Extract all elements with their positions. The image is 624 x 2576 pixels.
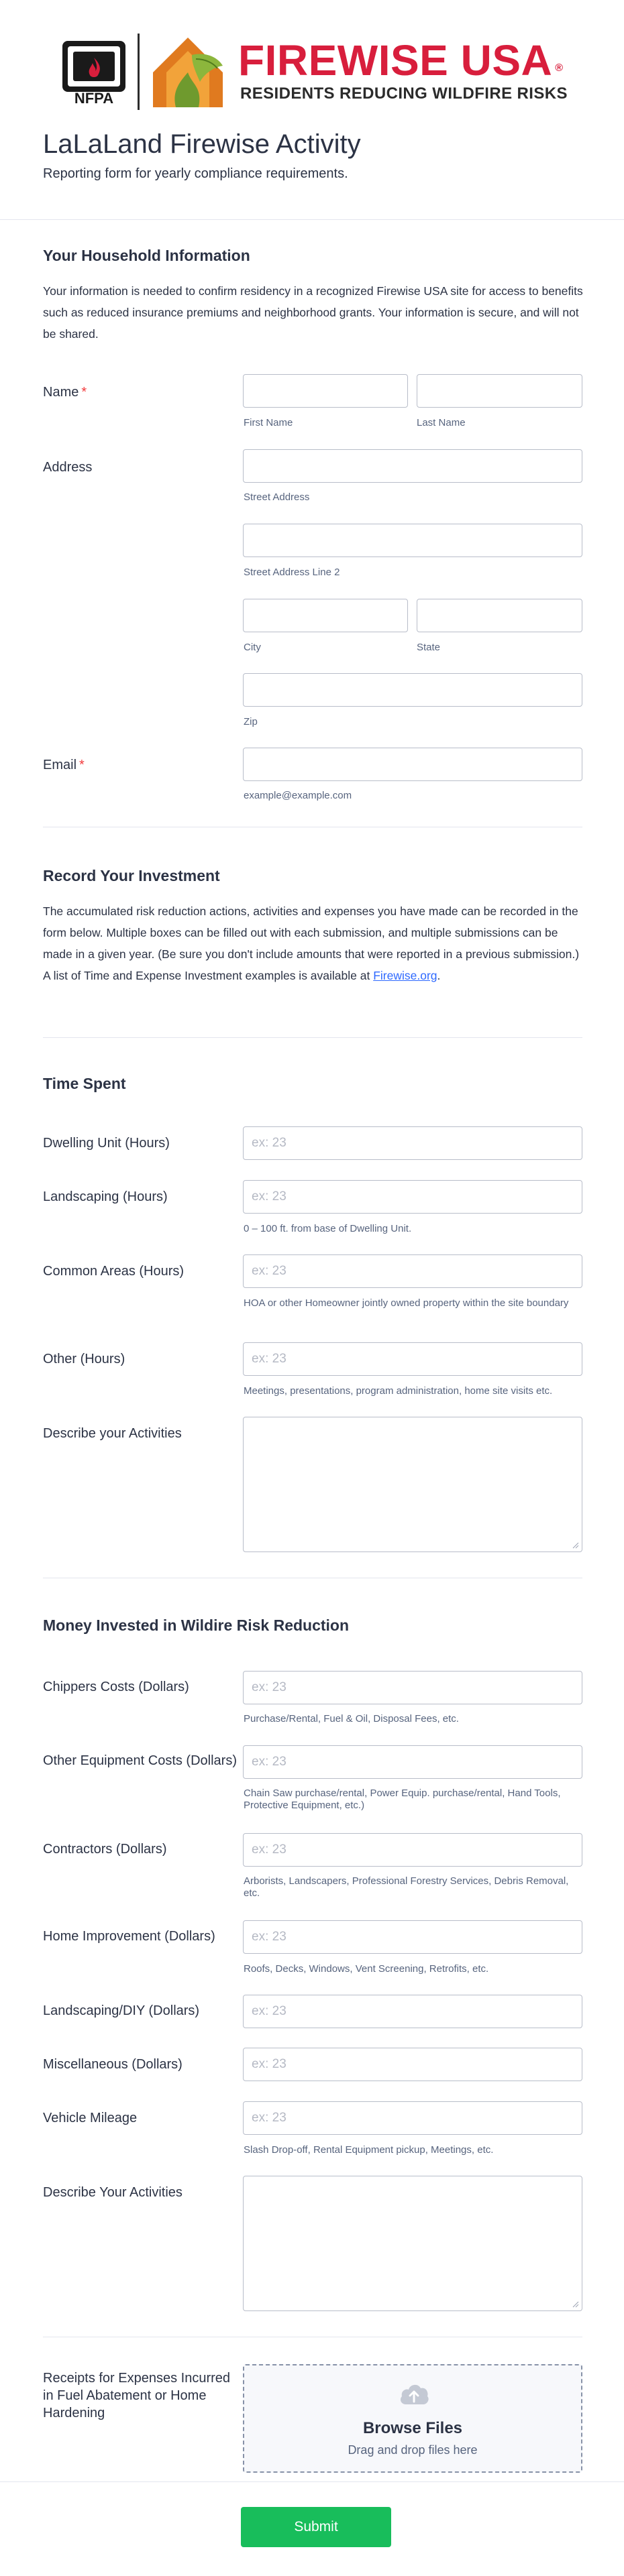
other-equipment-costs-label: Other Equipment Costs (Dollars) — [43, 1753, 237, 1768]
svg-text:NFPA: NFPA — [74, 90, 114, 106]
required-mark: * — [79, 758, 85, 772]
nfpa-logo-icon — [60, 39, 127, 106]
landscaping-hours-input[interactable]: ex: 23 — [243, 1180, 582, 1214]
dwelling-hours-input[interactable]: ex: 23 — [243, 1126, 582, 1160]
investment-paragraph: The accumulated risk reduction actions, activities and expenses you have made can be recorded in the form below. Multiple boxes can be filled out with each submission, and multiple submissions can be made in a given year. (Be sure you don't include amounts that were reported in a previous submission.) A list of Time and Expense Investment examples is available at Firewise.org. — [43, 904, 580, 982]
chippers-costs-input[interactable]: ex: 23 — [243, 1671, 582, 1704]
required-mark: * — [81, 385, 87, 400]
common-areas-hours-input[interactable]: ex: 23 — [243, 1254, 582, 1288]
first-name-sublabel: First Name — [244, 417, 293, 428]
other-hours-help: Meetings, presentations, program administration, home site visits etc. — [244, 1385, 553, 1397]
describe-activities-textarea[interactable] — [243, 1417, 582, 1552]
common-areas-hours-label: Common Areas (Hours) — [43, 1264, 185, 1279]
street-address-2-input[interactable] — [243, 524, 582, 557]
email-sublabel: example@example.com — [244, 790, 352, 801]
house-emblem-icon — [149, 32, 229, 111]
submit-button[interactable]: Submit — [241, 2507, 391, 2547]
household-heading: Your Household Information — [43, 247, 250, 264]
home-improvement-input[interactable]: ex: 23 — [243, 1920, 582, 1954]
city-sublabel: City — [244, 642, 261, 653]
vehicle-mileage-label: Vehicle Mileage — [43, 2111, 138, 2125]
name-label: Name * — [43, 385, 87, 400]
landscaping-hours-label: Landscaping (Hours) — [43, 1189, 168, 1204]
zip-sublabel: Zip — [244, 716, 258, 727]
landscaping-diy-label: Landscaping/DIY (Dollars) — [43, 2003, 200, 2018]
other-hours-input[interactable]: ex: 23 — [243, 1342, 582, 1376]
email-label: Email * — [43, 758, 85, 772]
contractors-label: Contractors (Dollars) — [43, 1842, 167, 1857]
household-paragraph: Your information is needed to confirm residency in a recognized Firewise USA site for access to benefits such as reduced insurance premiums and neighborhood grants. Your information is secure, and will not be shared. — [43, 284, 583, 341]
logo-divider — [138, 34, 140, 110]
section-divider — [43, 1037, 582, 1038]
vehicle-mileage-help: Slash Drop-off, Rental Equipment pickup, Meetings, etc. — [244, 2144, 494, 2156]
other-hours-label: Other (Hours) — [43, 1352, 125, 1366]
describe-your-activities-label: Describe Your Activities — [43, 2185, 183, 2200]
miscellaneous-input[interactable]: ex: 23 — [243, 2048, 582, 2081]
money-heading: Money Invested in Wildire Risk Reduction — [43, 1617, 350, 1634]
firewise-link[interactable]: Firewise.org — [373, 969, 437, 982]
drag-drop-hint: Drag and drop files here — [348, 2443, 478, 2457]
first-name-input[interactable] — [243, 374, 408, 408]
contractors-input[interactable]: ex: 23 — [243, 1833, 582, 1867]
home-improvement-help: Roofs, Decks, Windows, Vent Screening, Retrofits, etc. — [244, 1963, 489, 1975]
dwelling-hours-label: Dwelling Unit (Hours) — [43, 1136, 170, 1151]
contractors-help: Arborists, Landscapers, Professional Forestry Services, Debris Removal, etc. — [244, 1875, 569, 1899]
other-equipment-costs-input[interactable]: ex: 23 — [243, 1745, 582, 1779]
page-subtitle: Reporting form for yearly compliance requirements. — [43, 166, 348, 181]
state-input[interactable] — [417, 599, 582, 632]
page-title: LaLaLand Firewise Activity — [43, 129, 361, 159]
footer-divider — [0, 2481, 624, 2482]
cloud-upload-icon — [398, 2380, 430, 2407]
describe-your-activities-textarea[interactable] — [243, 2176, 582, 2311]
address-label: Address — [43, 460, 93, 475]
investment-heading: Record Your Investment — [43, 867, 220, 884]
miscellaneous-label: Miscellaneous (Dollars) — [43, 2057, 183, 2072]
vehicle-mileage-input[interactable]: ex: 23 — [243, 2101, 582, 2135]
brand-name: FIREWISE USA ® — [238, 36, 564, 84]
chippers-costs-help: Purchase/Rental, Fuel & Oil, Disposal Fees, etc. — [244, 1713, 459, 1724]
state-sublabel: State — [417, 642, 441, 653]
street-address-input[interactable] — [243, 449, 582, 483]
street-address-sublabel: Street Address — [244, 491, 310, 503]
home-improvement-label: Home Improvement (Dollars) — [43, 1929, 215, 1944]
describe-activities-label: Describe your Activities — [43, 1426, 182, 1441]
brand-tagline: RESIDENTS REDUCING WILDFIRE RISKS — [240, 84, 568, 103]
city-input[interactable] — [243, 599, 408, 632]
street-address-2-sublabel: Street Address Line 2 — [244, 567, 340, 578]
landscaping-hours-help: 0 – 100 ft. from base of Dwelling Unit. — [244, 1223, 412, 1234]
receipts-label: Receipts for Expenses Incurred in Fuel Abatement or Home Hardening — [43, 2371, 231, 2420]
time-spent-heading: Time Spent — [43, 1075, 126, 1092]
header-divider — [0, 219, 624, 220]
firewise-logo — [60, 32, 570, 111]
resize-grip-icon[interactable] — [572, 2301, 579, 2308]
browse-files-button[interactable]: Browse Files — [362, 2419, 463, 2437]
last-name-sublabel: Last Name — [417, 417, 466, 428]
chippers-costs-label: Chippers Costs (Dollars) — [43, 1680, 189, 1694]
resize-grip-icon[interactable] — [572, 1542, 579, 1549]
email-input[interactable] — [243, 748, 582, 781]
zip-input[interactable] — [243, 673, 582, 707]
common-areas-hours-help: HOA or other Homeowner jointly owned property within the site boundary — [244, 1297, 569, 1309]
last-name-input[interactable] — [417, 374, 582, 408]
file-upload-dropzone[interactable] — [243, 2364, 582, 2473]
other-equipment-costs-help: Chain Saw purchase/rental, Power Equip. purchase/rental, Hand Tools, Protective Equipment, etc.) — [244, 1788, 561, 1811]
landscaping-diy-input[interactable]: ex: 23 — [243, 1995, 582, 2028]
